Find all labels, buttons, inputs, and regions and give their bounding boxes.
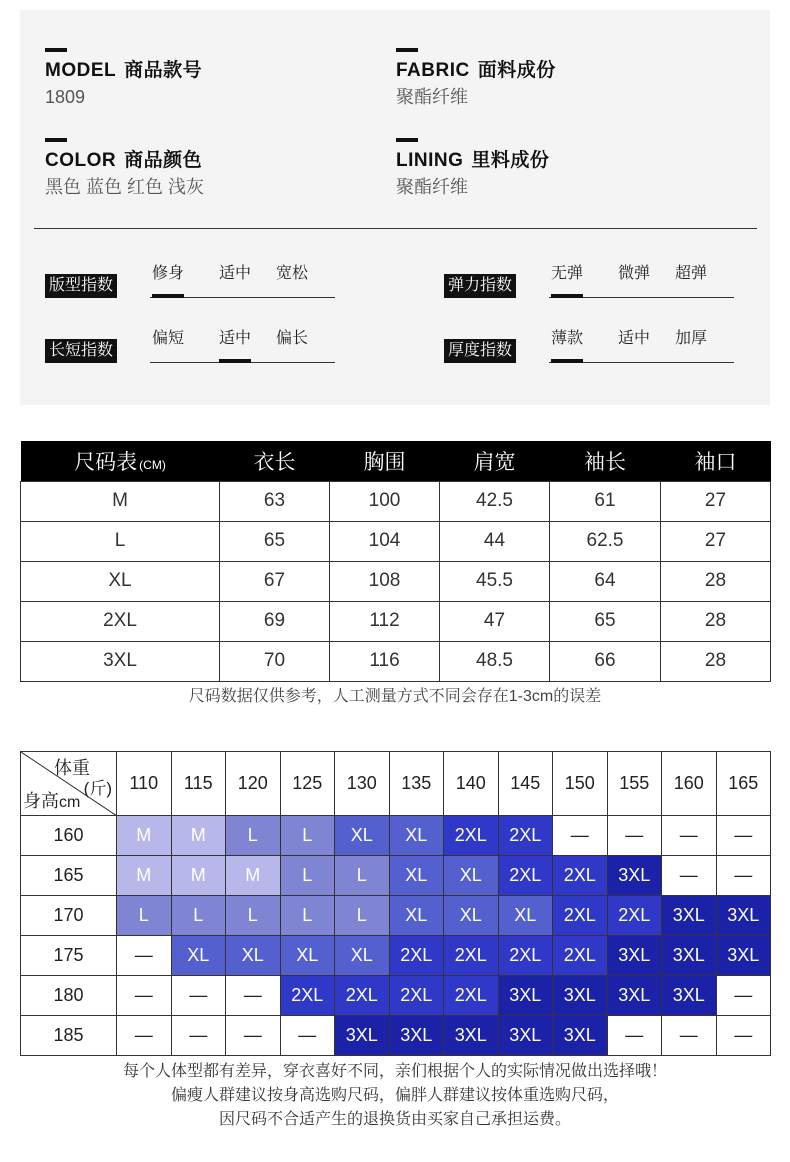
height-axis-unit: cm bbox=[59, 794, 81, 811]
measurement-cell: 100 bbox=[330, 481, 440, 521]
size-chart-note: 尺码数据仅供参考，人工测量方式不同会存在1-3cm的误差 bbox=[188, 688, 602, 705]
fit-option-1: 修身 bbox=[152, 262, 184, 286]
thickness-option-2: 适中 bbox=[618, 330, 651, 347]
recommended-size-cell: L bbox=[280, 896, 335, 936]
measurement-cell: 104 bbox=[330, 521, 440, 561]
height-cell: 170 bbox=[21, 896, 117, 936]
advice-line: 偏瘦人群建议按身高选购尺码，偏胖人群建议按体重选购尺码， bbox=[170, 1087, 619, 1104]
column-header: 袖口 bbox=[661, 441, 771, 481]
recommended-size-cell: XL bbox=[226, 936, 281, 976]
accent-bar bbox=[396, 138, 418, 142]
elasticity-option-1: 无弹 bbox=[551, 262, 583, 286]
recommended-size-cell: 2XL bbox=[335, 976, 390, 1016]
accent-bar bbox=[396, 48, 418, 52]
model-info bbox=[45, 48, 202, 110]
height-row bbox=[21, 856, 771, 896]
lining-label-en: LINING bbox=[396, 150, 464, 171]
size-chart-title-cell bbox=[21, 441, 220, 481]
recommended-size-cell: — bbox=[117, 1016, 172, 1056]
size-name-cell: L bbox=[21, 521, 220, 561]
height-row bbox=[21, 976, 771, 1016]
weight-header-cell: 120 bbox=[226, 752, 281, 816]
recommended-size-cell: XL bbox=[389, 856, 444, 896]
color-info bbox=[45, 138, 204, 200]
length-option-2: 适中 bbox=[219, 327, 251, 351]
weight-header-cell: 135 bbox=[389, 752, 444, 816]
recommended-size-cell: — bbox=[716, 1016, 771, 1056]
recommended-size-cell: XL bbox=[280, 936, 335, 976]
recommended-size-cell: 2XL bbox=[607, 896, 662, 936]
model-label-en: MODEL bbox=[45, 60, 117, 81]
fit-scale-label: 版型指数 bbox=[45, 274, 117, 298]
measurement-cell: 65 bbox=[550, 601, 661, 641]
height-cell: 185 bbox=[21, 1016, 117, 1056]
color-label-cn: 商品颜色 bbox=[124, 150, 203, 171]
weight-header-cell: 125 bbox=[280, 752, 335, 816]
corner-cell bbox=[21, 752, 117, 816]
recommended-size-cell: M bbox=[171, 856, 226, 896]
recommended-size-cell: 3XL bbox=[662, 896, 717, 936]
recommended-size-cell: — bbox=[117, 976, 172, 1016]
recommended-size-cell: L bbox=[226, 896, 281, 936]
recommended-size-cell: M bbox=[226, 856, 281, 896]
height-cell: 180 bbox=[21, 976, 117, 1016]
section-divider bbox=[34, 228, 757, 229]
measurement-cell: 65 bbox=[220, 521, 330, 561]
fabric-label-en: FABRIC bbox=[396, 60, 470, 81]
column-header: 衣长 bbox=[220, 441, 330, 481]
height-axis-text: 身高 bbox=[23, 791, 59, 811]
recommended-size-cell: — bbox=[716, 976, 771, 1016]
measurement-cell: 48.5 bbox=[440, 641, 550, 681]
recommended-size-cell: 3XL bbox=[389, 1016, 444, 1056]
color-label-en: COLOR bbox=[45, 150, 117, 171]
model-label-cn: 商品款号 bbox=[124, 60, 203, 81]
accent-bar bbox=[45, 48, 67, 52]
measurement-cell: 27 bbox=[661, 481, 771, 521]
height-cell: 165 bbox=[21, 856, 117, 896]
recommended-size-cell: 3XL bbox=[662, 976, 717, 1016]
size-row bbox=[21, 521, 771, 561]
elasticity-option-3: 超弹 bbox=[675, 265, 708, 282]
recommended-size-cell: 2XL bbox=[444, 936, 499, 976]
weight-header-cell: 165 bbox=[716, 752, 771, 816]
recommended-size-cell: — bbox=[607, 816, 662, 856]
recommended-size-cell: — bbox=[553, 816, 608, 856]
recommended-size-cell: XL bbox=[389, 896, 444, 936]
length-option-3: 偏长 bbox=[276, 330, 309, 347]
height-row bbox=[21, 1016, 771, 1056]
recommended-size-cell: 3XL bbox=[335, 1016, 390, 1056]
advice-line: 每个人体型都有差异，穿衣喜好不同，亲们根据个人的实际情况做出选择哦！ bbox=[122, 1063, 667, 1080]
thickness-option-3: 加厚 bbox=[675, 330, 708, 347]
measurement-cell: 28 bbox=[661, 561, 771, 601]
measurement-cell: 28 bbox=[661, 601, 771, 641]
model-value: 1809 bbox=[45, 87, 86, 107]
measurement-cell: 116 bbox=[330, 641, 440, 681]
fabric-info bbox=[396, 48, 556, 110]
fit-option-2: 适中 bbox=[219, 265, 252, 282]
recommended-size-cell: — bbox=[171, 1016, 226, 1056]
recommended-size-cell: 2XL bbox=[553, 856, 608, 896]
recommended-size-cell: — bbox=[607, 1016, 662, 1056]
height-row bbox=[21, 896, 771, 936]
height-cell: 175 bbox=[21, 936, 117, 976]
recommended-size-cell: L bbox=[117, 896, 172, 936]
recommended-size-cell: — bbox=[716, 856, 771, 896]
weight-header-cell: 130 bbox=[335, 752, 390, 816]
recommended-size-cell: 3XL bbox=[553, 976, 608, 1016]
recommended-size-cell: M bbox=[171, 816, 226, 856]
recommended-size-cell: L bbox=[280, 816, 335, 856]
size-row bbox=[21, 601, 771, 641]
recommended-size-cell: M bbox=[117, 856, 172, 896]
recommended-size-cell: 3XL bbox=[716, 936, 771, 976]
product-info-panel bbox=[20, 10, 770, 405]
recommended-size-cell: 2XL bbox=[389, 936, 444, 976]
size-row bbox=[21, 481, 771, 521]
recommended-size-cell: XL bbox=[171, 936, 226, 976]
recommended-size-cell: 2XL bbox=[498, 856, 553, 896]
elasticity-scale bbox=[444, 262, 734, 302]
elasticity-scale-label: 弹力指数 bbox=[444, 274, 516, 298]
weight-axis-label: 体重 bbox=[54, 758, 90, 778]
recommended-size-cell: XL bbox=[444, 896, 499, 936]
size-recommendation-table bbox=[20, 751, 771, 1056]
recommended-size-cell: M bbox=[117, 816, 172, 856]
recommended-size-cell: 3XL bbox=[498, 1016, 553, 1056]
recommended-size-cell: — bbox=[171, 976, 226, 1016]
thickness-option-1: 薄款 bbox=[551, 327, 583, 351]
measurement-cell: 47 bbox=[440, 601, 550, 641]
measurement-cell: 67 bbox=[220, 561, 330, 601]
recommended-size-cell: XL bbox=[335, 816, 390, 856]
recommended-size-cell: 2XL bbox=[498, 816, 553, 856]
color-value: 黑色 蓝色 红色 浅灰 bbox=[45, 177, 205, 197]
measurement-cell: 45.5 bbox=[440, 561, 550, 601]
recommended-size-cell: 3XL bbox=[607, 976, 662, 1016]
lining-info bbox=[396, 138, 549, 200]
measurement-cell: 108 bbox=[330, 561, 440, 601]
advice-line: 因尺码不合适产生的退换货由买家自己承担运费。 bbox=[218, 1111, 571, 1128]
recommended-size-cell: L bbox=[335, 896, 390, 936]
measurement-cell: 28 bbox=[661, 641, 771, 681]
lining-label-cn: 里料成份 bbox=[471, 150, 550, 171]
height-cell: 160 bbox=[21, 816, 117, 856]
recommended-size-cell: — bbox=[226, 976, 281, 1016]
measurement-cell: 66 bbox=[550, 641, 661, 681]
recommended-size-cell: — bbox=[662, 856, 717, 896]
measurement-cell: 69 bbox=[220, 601, 330, 641]
fit-advice-note bbox=[0, 1060, 790, 1132]
recommended-size-cell: L bbox=[335, 856, 390, 896]
recommended-size-cell: — bbox=[716, 816, 771, 856]
thickness-scale bbox=[444, 327, 734, 367]
measurement-cell: 64 bbox=[550, 561, 661, 601]
fit-option-3: 宽松 bbox=[276, 265, 309, 282]
recommended-size-cell: L bbox=[226, 816, 281, 856]
column-header: 袖长 bbox=[550, 441, 661, 481]
recommended-size-cell: 2XL bbox=[553, 896, 608, 936]
lining-value: 聚酯纤维 bbox=[396, 177, 468, 197]
recommended-size-cell: L bbox=[171, 896, 226, 936]
measurement-cell: 42.5 bbox=[440, 481, 550, 521]
recommended-size-cell: 3XL bbox=[498, 976, 553, 1016]
height-axis-label bbox=[23, 787, 80, 813]
recommended-size-cell: 2XL bbox=[498, 936, 553, 976]
recommended-size-cell: 3XL bbox=[607, 856, 662, 896]
measurement-cell: 27 bbox=[661, 521, 771, 561]
size-name-cell: M bbox=[21, 481, 220, 521]
recommended-size-cell: 3XL bbox=[444, 1016, 499, 1056]
length-scale-label: 长短指数 bbox=[45, 339, 117, 363]
size-chart-unit: (CM) bbox=[139, 457, 166, 472]
recommended-size-cell: 2XL bbox=[553, 936, 608, 976]
measurement-cell: 62.5 bbox=[550, 521, 661, 561]
measurement-cell: 61 bbox=[550, 481, 661, 521]
recommended-size-cell: XL bbox=[498, 896, 553, 936]
column-header: 胸围 bbox=[330, 441, 440, 481]
fabric-label-cn: 面料成份 bbox=[477, 60, 556, 81]
accent-bar bbox=[45, 138, 67, 142]
weight-axis-unit: (斤) bbox=[83, 779, 112, 798]
recommended-size-cell: — bbox=[662, 1016, 717, 1056]
recommended-size-cell: 2XL bbox=[444, 976, 499, 1016]
recommended-size-cell: XL bbox=[444, 856, 499, 896]
fabric-value: 聚酯纤维 bbox=[396, 87, 468, 107]
recommended-size-cell: 3XL bbox=[662, 936, 717, 976]
recommended-size-cell: XL bbox=[335, 936, 390, 976]
recommended-size-cell: 3XL bbox=[607, 936, 662, 976]
recommended-size-cell: — bbox=[226, 1016, 281, 1056]
height-row bbox=[21, 816, 771, 856]
weight-header-cell: 150 bbox=[553, 752, 608, 816]
recommended-size-cell: — bbox=[662, 816, 717, 856]
recommended-size-cell: — bbox=[280, 1016, 335, 1056]
weight-header-cell: 155 bbox=[607, 752, 662, 816]
measurement-cell: 70 bbox=[220, 641, 330, 681]
measurement-cell: 112 bbox=[330, 601, 440, 641]
recommended-size-cell: 2XL bbox=[280, 976, 335, 1016]
weight-header-cell: 160 bbox=[662, 752, 717, 816]
elasticity-option-2: 微弹 bbox=[618, 265, 651, 282]
fit-scale bbox=[45, 262, 335, 302]
size-row bbox=[21, 561, 771, 601]
recommended-size-cell: L bbox=[280, 856, 335, 896]
size-name-cell: 3XL bbox=[21, 641, 220, 681]
column-header: 肩宽 bbox=[440, 441, 550, 481]
weight-header-row bbox=[21, 752, 771, 816]
size-name-cell: 2XL bbox=[21, 601, 220, 641]
length-option-1: 偏短 bbox=[152, 330, 185, 347]
size-row bbox=[21, 641, 771, 681]
weight-header-cell: 115 bbox=[171, 752, 226, 816]
size-name-cell: XL bbox=[21, 561, 220, 601]
recommended-size-cell: 2XL bbox=[444, 816, 499, 856]
size-chart-title: 尺码表 bbox=[74, 450, 138, 474]
weight-header-cell: 145 bbox=[498, 752, 553, 816]
recommended-size-cell: XL bbox=[389, 816, 444, 856]
length-scale bbox=[45, 327, 335, 367]
recommended-size-cell: 3XL bbox=[553, 1016, 608, 1056]
size-chart-table bbox=[20, 441, 771, 682]
thickness-scale-label: 厚度指数 bbox=[444, 339, 516, 363]
height-row bbox=[21, 936, 771, 976]
weight-header-cell: 110 bbox=[117, 752, 172, 816]
measurement-cell: 63 bbox=[220, 481, 330, 521]
recommended-size-cell: — bbox=[117, 936, 172, 976]
size-chart-header-row bbox=[21, 441, 771, 481]
measurement-cell: 44 bbox=[440, 521, 550, 561]
recommended-size-cell: 3XL bbox=[716, 896, 771, 936]
recommended-size-cell: 2XL bbox=[389, 976, 444, 1016]
weight-header-cell: 140 bbox=[444, 752, 499, 816]
